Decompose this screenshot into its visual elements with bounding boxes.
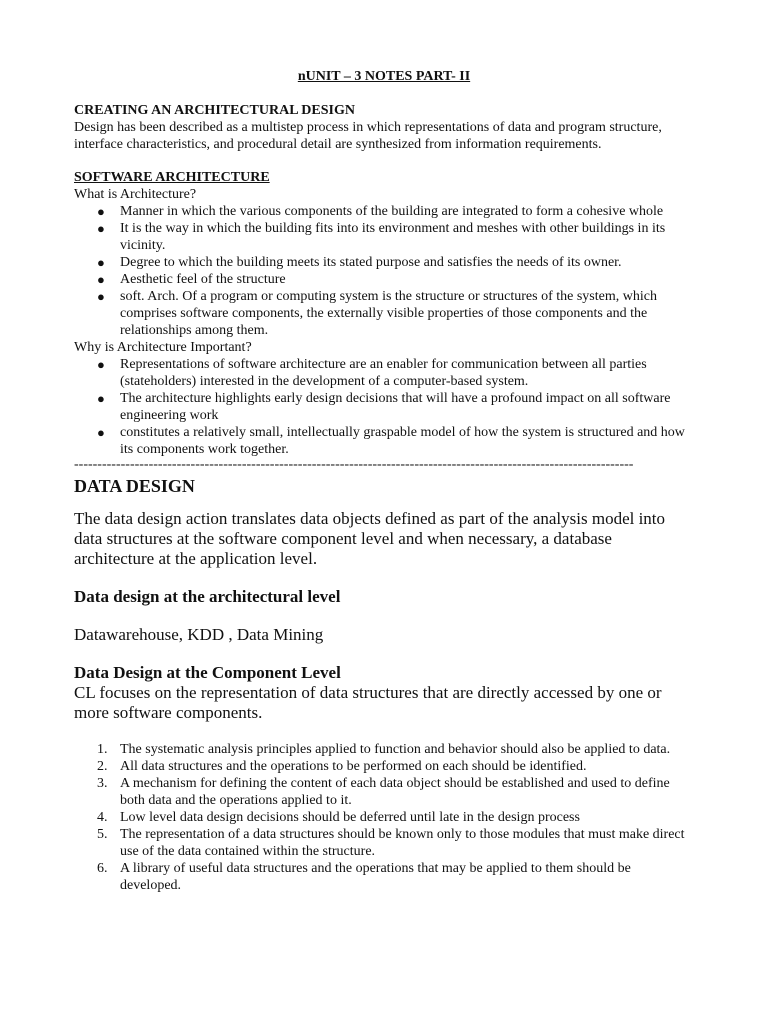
bullet-list-why-important [74,356,694,458]
section-paragraph: Design has been described as a multistep process in which representations of data and program structure, interface characteristics, and procedural detail are synthesized from information requirements. [74,120,662,152]
list-item: ● Aesthetic feel of the structure [97,272,286,287]
list-item: 3. A mechanism for defining the content of each data object should be established and used to define both data and the operations applied to it. [97,776,670,808]
question-what-is-architecture: What is Architecture? [74,187,197,202]
question-why-important: Why is Architecture Important? [74,340,252,355]
list-item: ● Representations of software architecture are an enabler for communication between all parties (stateholders) interested in the development of a computer-based system. [97,357,647,389]
bullet-icon: ● [97,357,105,372]
data-design-paragraph: The data design action translates data objects defined as part of the analysis model into data structures at the software component level and when necessary, a database architecture at the application level. [74,509,666,568]
list-item: 4. Low level data design decisions should be deferred until late in the design process [97,810,580,825]
subheading-component-level: Data Design at the Component Level [74,663,341,682]
list-item: ● soft. Arch. Of a program or computing system is the structure or structures of the system, which comprises software components, the externally visible properties of those components and the relationships among them. [97,289,657,338]
bullet-icon: ● [97,425,105,440]
dashed-separator: ------------------------------------------------------------------------------------------------------------------------ [74,458,634,471]
list-item: 5. The representation of a data structures should be known only to those modules that must make direct use of the data contained within the structure. [97,827,685,859]
bullet-icon: ● [97,221,105,236]
list-item: ● It is the way in which the building fits into its environment and meshes with other buildings in its vicinity. [97,221,666,253]
section-heading-architectural-design: CREATING AN ARCHITECTURAL DESIGN [74,103,355,118]
section-heading-data-design: DATA DESIGN [74,476,195,496]
list-item: 6. A library of useful data structures and the operations that may be applied to them should be developed. [97,861,631,893]
component-level-text: CL focuses on the representation of data structures that are directly accessed by one or more software components. [74,683,662,722]
section-heading-software-architecture: SOFTWARE ARCHITECTURE [74,170,270,185]
list-item: 2. All data structures and the operations to be performed on each should be identified. [97,759,587,774]
bullet-list-what-is [74,203,694,339]
document-title: nUNIT – 3 NOTES PART- II [297,69,471,84]
subheading-architectural-level: Data design at the architectural level [74,587,341,606]
bullet-icon: ● [97,289,105,304]
numbered-principles-list [74,741,694,894]
bullet-icon: ● [97,255,105,270]
list-item: ● Manner in which the various components of the building are integrated to form a cohesive whole [97,204,664,219]
architectural-level-text: Datawarehouse, KDD , Data Mining [74,625,324,644]
bullet-icon: ● [97,204,105,219]
list-item: 1. The systematic analysis principles applied to function and behavior should also be applied to data. [97,742,671,757]
list-item: ● constitutes a relatively small, intellectually graspable model of how the system is structured and how its components work together. [97,425,685,457]
list-item: ● The architecture highlights early design decisions that will have a profound impact on all software engineering work [97,391,671,423]
list-item: ● Degree to which the building meets its stated purpose and satisfies the needs of its owner. [97,255,622,270]
bullet-icon: ● [97,391,105,406]
bullet-icon: ● [97,272,105,287]
